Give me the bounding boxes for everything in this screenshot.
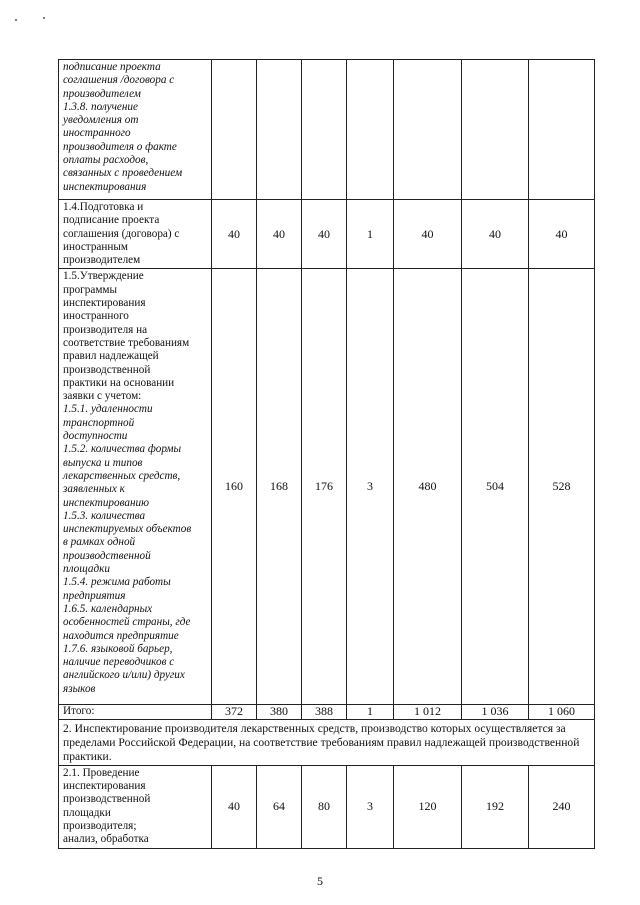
description-line: подписание проекта (63, 61, 161, 73)
value-cell (529, 60, 595, 200)
description-line: производителем (63, 254, 141, 267)
value-cell: 176 (302, 269, 347, 705)
total-value-cell: 1 012 (394, 705, 462, 719)
value-cell: 240 (529, 765, 595, 848)
cost-table (58, 59, 595, 849)
value-cell: 120 (394, 765, 462, 848)
description-line: иностранного (63, 310, 129, 323)
description-line: наличие переводчиков с (63, 656, 175, 669)
value-cell: 480 (394, 269, 462, 705)
description-line: английского и/или) других (63, 669, 185, 682)
description-line: 1.4.Подготовка и (63, 201, 144, 213)
description-line: соглашения (договора) с (63, 227, 180, 240)
description-line: инспектирования (63, 297, 146, 310)
value-cell: 528 (529, 269, 595, 705)
scan-speck (43, 17, 45, 19)
description-line: производителя на (63, 323, 148, 336)
value-cell (212, 60, 257, 200)
page-number: 5 (317, 874, 323, 888)
description-line: в рамках одной (63, 536, 136, 549)
value-cell (394, 60, 462, 200)
value-cell: 40 (257, 200, 302, 269)
value-cell: 168 (257, 269, 302, 705)
value-cell (257, 60, 302, 200)
value-cell: 40 (302, 200, 347, 269)
value-cell: 3 (347, 269, 394, 705)
description-line: 1.6.5. календарных (63, 602, 153, 615)
value-cell: 192 (462, 765, 529, 848)
description-line: производственной (63, 363, 151, 376)
section-heading-row (59, 719, 595, 765)
value-cell: 40 (394, 200, 462, 269)
value-cell: 3 (347, 765, 394, 848)
description-line: площадки (63, 806, 111, 819)
description-line: лекарственных средств, (63, 469, 181, 482)
description-line: 1.7.6. языковой барьер, (63, 642, 173, 655)
description-line: уведомления от (63, 114, 139, 127)
description-line: заявленных к (63, 483, 125, 496)
description-line: иностранного (63, 127, 131, 140)
total-value-cell: 1 (347, 705, 394, 719)
table-body (59, 60, 595, 849)
description-line: правил надлежащей (63, 350, 159, 363)
description-line: 1.3.8. получение (63, 100, 138, 113)
description-line: 1.5.4. режима работы (63, 576, 171, 589)
description-line: инспектирования (63, 180, 147, 193)
total-value-cell: 372 (212, 705, 257, 719)
value-cell: 504 (462, 269, 529, 705)
total-value-cell: 388 (302, 705, 347, 719)
work-description-cell (59, 60, 212, 200)
description-line: инспектируемых объектов (63, 523, 192, 536)
description-line: практики на основании (63, 376, 175, 389)
table-row (59, 269, 595, 705)
description-line: предприятия (63, 589, 126, 602)
value-cell: 160 (212, 269, 257, 705)
description-line: программы (63, 283, 117, 296)
description-line: языков (63, 682, 96, 695)
table-row (59, 200, 595, 269)
description-line: связанных с проведением (63, 167, 183, 180)
description-line: доступности (63, 430, 128, 443)
total-value-cell: 380 (257, 705, 302, 719)
section-heading: 2. Инспектирование производителя лекарственных средств, производство которых осуществляется за пределами Российской Федерации, на соответствие требованиям правил надлежащей производственной практики. (59, 719, 595, 765)
description-line: производителя о факте (63, 140, 177, 153)
description-line: подписание проекта (63, 214, 160, 227)
value-cell: 1 (347, 200, 394, 269)
work-description-cell (59, 765, 212, 848)
description-line: 1.5.1. удаленности (63, 403, 153, 416)
value-cell (462, 60, 529, 200)
work-description-cell (59, 200, 212, 269)
description-line: транспортной (63, 416, 135, 429)
total-value-cell: 1 036 (462, 705, 529, 719)
description-line: 2.1. Проведение (63, 766, 140, 779)
value-cell (347, 60, 394, 200)
table-row (59, 60, 595, 200)
description-line: оплаты расходов, (63, 154, 149, 167)
description-line: заявки с учетом: (63, 390, 142, 403)
description-line: иностранным (63, 240, 128, 253)
description-line: площадки (63, 563, 111, 576)
total-label: Итого: (59, 705, 212, 719)
description-line: соответствие требованиям (63, 336, 190, 349)
value-cell: 40 (529, 200, 595, 269)
description-line: выпуска и типов (63, 456, 143, 469)
total-value-cell: 1 060 (529, 705, 595, 719)
value-cell: 80 (302, 765, 347, 848)
description-line: соглашения /договора с (63, 74, 175, 87)
description-line: инспектированию (63, 496, 150, 509)
description-line: 1.5.Утверждение (63, 270, 144, 283)
value-cell: 40 (212, 200, 257, 269)
total-row (59, 705, 595, 719)
description-line: 1.5.3. количества (63, 509, 146, 522)
description-line: особенностей страны, где (63, 616, 191, 629)
value-cell: 64 (257, 765, 302, 848)
table-row (59, 765, 595, 848)
work-description-cell (59, 269, 212, 705)
description-line: производственной (63, 549, 151, 562)
scan-speck (15, 19, 17, 21)
description-line: 1.5.2. количества формы (63, 443, 182, 456)
description-line: производителем (63, 87, 141, 100)
description-line: инспектирования (63, 780, 146, 793)
description-line: производителя; (63, 819, 137, 832)
description-line: находится предприятие (63, 629, 179, 642)
value-cell: 40 (462, 200, 529, 269)
description-line: производственной (63, 793, 151, 806)
description-line: анализ, обработка (63, 833, 149, 846)
value-cell (302, 60, 347, 200)
value-cell: 40 (212, 765, 257, 848)
